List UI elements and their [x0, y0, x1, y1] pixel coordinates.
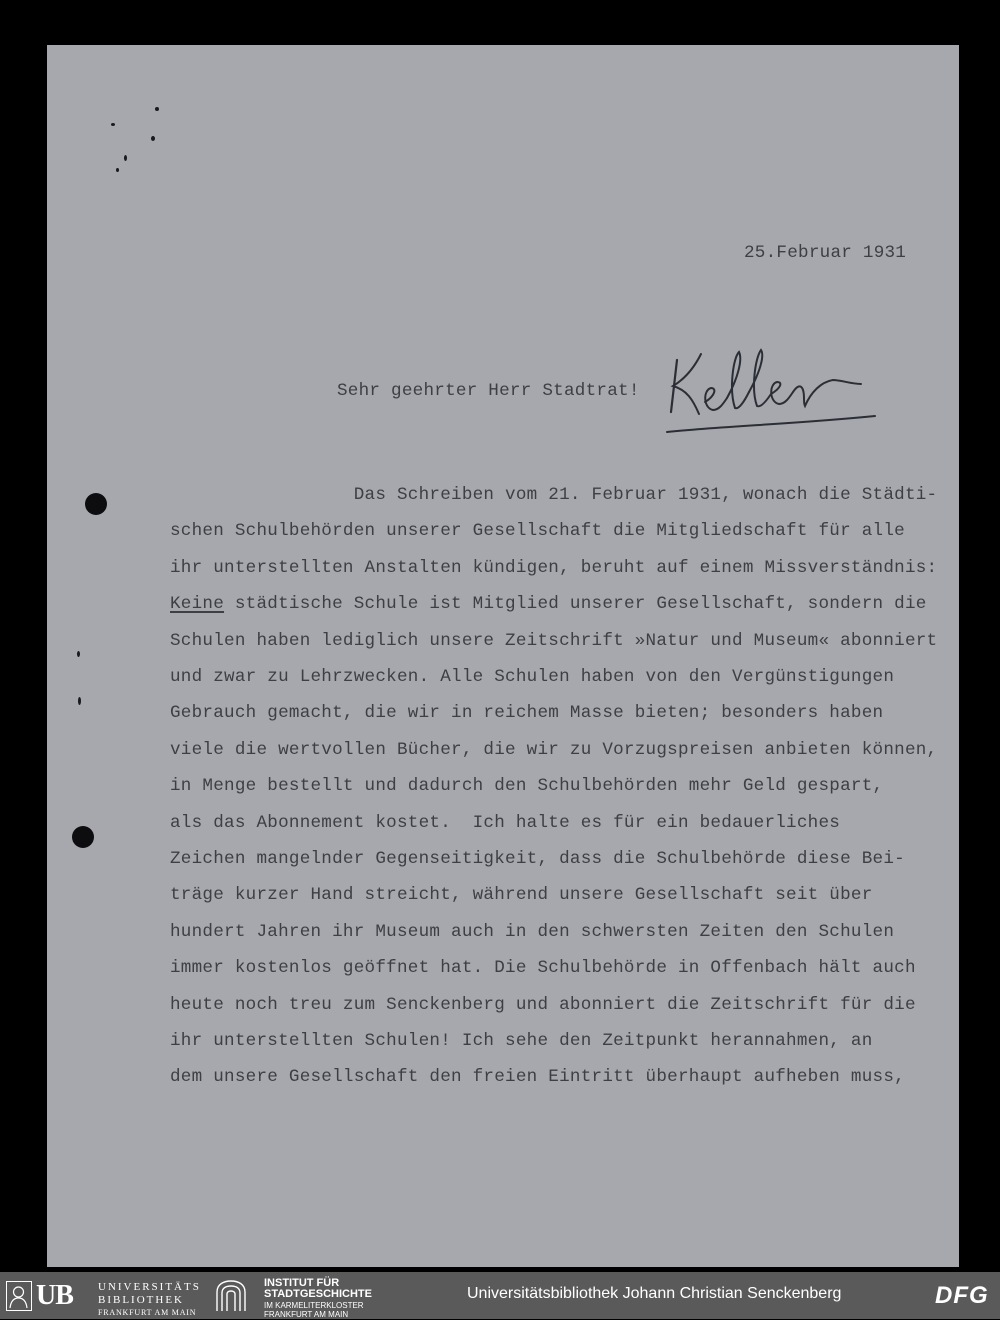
ink-speck — [155, 107, 159, 111]
underlined-word: Keine — [170, 594, 225, 615]
punch-hole-bottom — [72, 826, 94, 848]
dfg-logo: DFG — [935, 1282, 989, 1309]
body-line — [170, 813, 840, 833]
ink-speck — [78, 697, 81, 705]
body-line-text: und zwar zu Lehrzwecken. Alle Schulen haben von den Vergünstigungen — [170, 667, 895, 687]
body-line-text: schen Schulbehörden unserer Gesellschaft die Mitgliedschaft für alle — [170, 521, 905, 542]
institut-line2: STADTGESCHICHTE — [264, 1288, 372, 1300]
body-line — [170, 958, 916, 978]
body-line-text: in Menge bestellt und dadurch den Schulbehörden mehr Geld gespart, — [170, 776, 884, 797]
body-line — [170, 740, 937, 760]
institut-arch-icon — [214, 1280, 248, 1312]
ink-speck — [124, 155, 127, 161]
body-line-text: Gebrauch gemacht, die wir in reichem Masse bieten; besonders haben — [170, 703, 884, 724]
body-line — [170, 885, 873, 905]
institut-line4: FRANKFURT AM MAIN — [264, 1310, 349, 1319]
body-line-text: als das Abonnement kostet. Ich halte es für ein bedauerliches — [170, 812, 841, 833]
ub-logo-letters: UB — [36, 1280, 73, 1311]
body-line-text: hundert Jahren ihr Museum auch in den schwersten Zeiten den Schulen — [170, 921, 895, 942]
body-line — [170, 922, 894, 942]
ink-speck — [151, 136, 155, 141]
body-line — [170, 485, 937, 505]
ink-speck — [77, 651, 80, 657]
body-line — [170, 995, 916, 1015]
body-line — [170, 703, 883, 723]
salutation: Sehr geehrter Herr Stadtrat! — [337, 381, 640, 401]
footer-bar — [0, 1272, 1000, 1319]
handwritten-signature — [665, 340, 885, 440]
body-line-text: heute noch treu zum Senckenberg und abonniert die Zeitschrift für die — [170, 994, 916, 1015]
institut-line3: IM KARMELITERKLOSTER — [264, 1301, 364, 1310]
ub-portrait-icon — [6, 1281, 32, 1311]
ub-logo-line3: FRANKFURT AM MAIN — [98, 1308, 197, 1317]
body-line-text: Schulen haben lediglich unsere Zeitschrift »Natur und Museum« abonniert — [170, 630, 938, 651]
letter-page — [47, 45, 959, 1267]
body-line — [170, 1067, 905, 1087]
body-line-text: ihr unterstellten Schulen! Ich sehe den Zeitpunkt herannahmen, an — [170, 1031, 873, 1051]
library-name: Universitätsbibliothek Johann Christian Senckenberg — [467, 1285, 842, 1302]
body-line-text: ihr unterstellten Anstalten kündigen, beruht auf einem Missverständnis: — [170, 557, 938, 578]
ub-logo-line1: UNIVERSITÄTS — [98, 1281, 201, 1293]
body-line — [170, 776, 883, 796]
body-line-text: Zeichen mangelnder Gegenseitigkeit, dass die Schulbehörde diese Bei- — [170, 849, 905, 869]
body-line-text: städtische Schule ist Mitglied unserer Gesellschaft, sondern die — [224, 594, 927, 615]
body-line-text: dem unsere Gesellschaft den freien Eintritt überhaupt aufheben muss, — [170, 1067, 905, 1088]
body-line — [170, 594, 927, 614]
body-line — [170, 1031, 873, 1051]
body-line — [170, 558, 937, 578]
body-line — [170, 667, 894, 687]
ub-logo-line2: BIBLIOTHEK — [98, 1294, 184, 1306]
body-line-text: Das Schreiben vom 21. Februar 1931, wonach die Städti- — [170, 485, 938, 505]
body-line — [170, 521, 905, 541]
body-line-text: immer kostenlos geöffnet hat. Die Schulbehörde in Offenbach hält auch — [170, 958, 916, 979]
body-line — [170, 631, 937, 651]
body-line-text: träge kurzer Hand streicht, während unsere Gesellschaft seit über — [170, 885, 873, 906]
body-line-text: viele die wertvollen Bücher, die wir zu Vorzugspreisen anbieten können, — [170, 739, 938, 760]
body-line — [170, 849, 905, 869]
punch-hole-top — [85, 493, 107, 515]
institut-line1: INSTITUT FÜR — [264, 1277, 340, 1289]
letter-date: 25.Februar 1931 — [744, 243, 907, 263]
ink-speck — [111, 123, 115, 126]
ink-speck — [116, 168, 119, 172]
